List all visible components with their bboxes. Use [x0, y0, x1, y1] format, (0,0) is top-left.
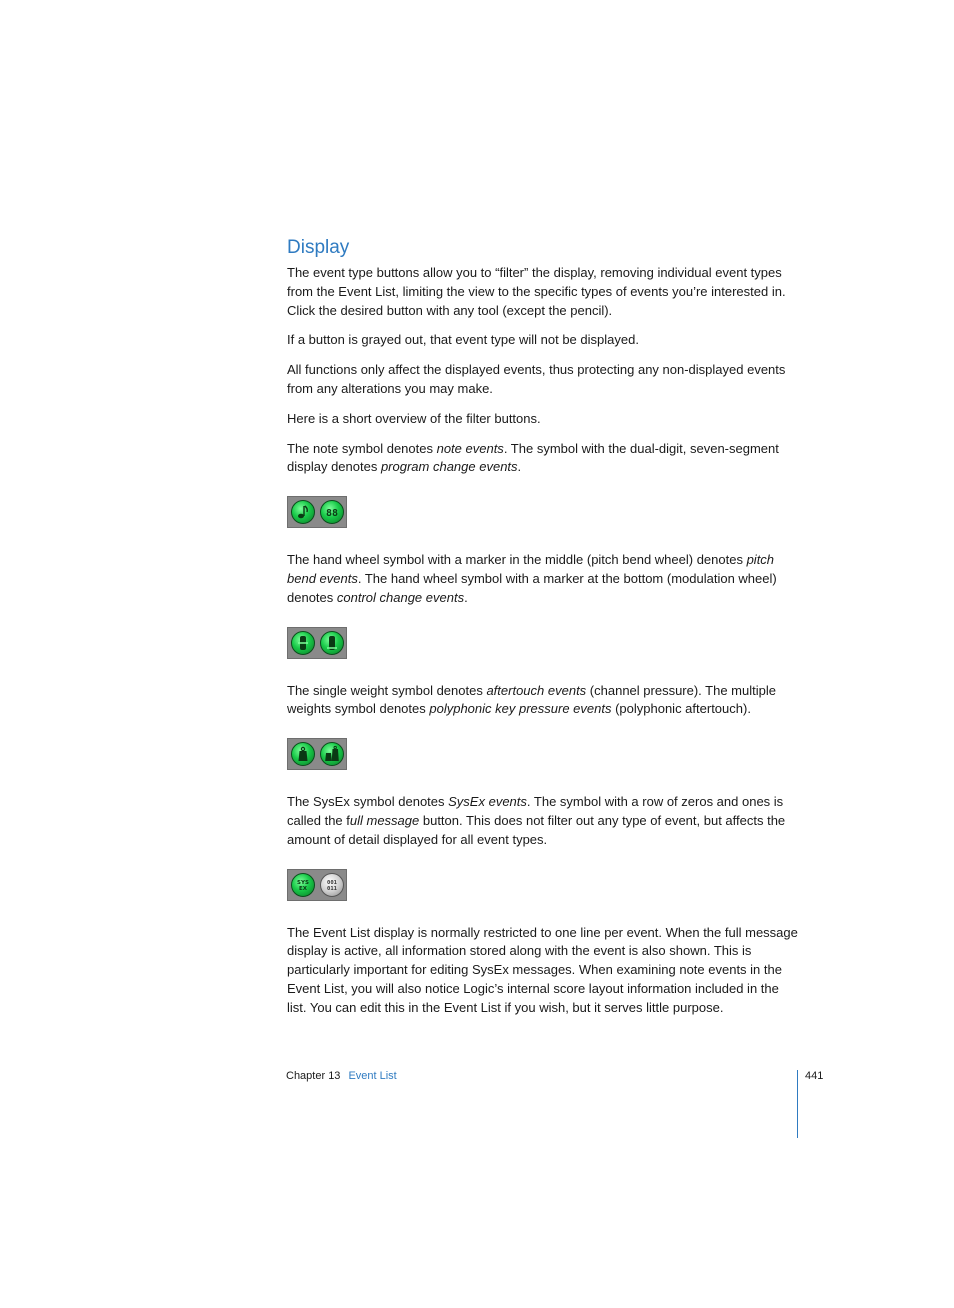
chapter-title-link[interactable]: Event List — [348, 1070, 397, 1082]
paragraph-functions: All functions only affect the displayed events, thus protecting any non-displayed events from any alterations you may make. — [287, 362, 786, 396]
svg-text:EX: EX — [298, 885, 307, 892]
paragraph-wheel-events: The hand wheel symbol with a marker in the middle (pitch bend wheel) denotes pitch bend events. The hand wheel symbol with a marker at the bottom (modulation wheel) denotes control change events. — [287, 552, 777, 605]
paragraph-overview: Here is a short overview of the filter buttons. — [287, 410, 541, 426]
svg-text:001: 001 — [326, 879, 337, 886]
paragraph-aftertouch-events: The single weight symbol denotes aftertouch events (channel pressure). The multiple weights symbol denotes polyphonic key pressure events (polyphonic aftertouch). — [287, 682, 776, 717]
poly-pressure-filter-button[interactable] — [320, 742, 344, 766]
paragraph-sysex-events: The SysEx symbol denotes SysEx events. The symbol with a row of zeros and ones is called the full message button. This does not filter out any type of event, but affects the amount of detail displayed for all event types. — [287, 794, 786, 847]
note-icon — [294, 503, 312, 521]
page-content — [287, 235, 799, 1029]
sysex-buttons — [287, 869, 347, 901]
sysex-filter-button[interactable] — [291, 873, 315, 897]
footer-rule — [797, 1070, 798, 1138]
paragraph-note-events: The note symbol denotes note events. The symbol with the dual-digit, seven-segment display denotes program change events. — [287, 440, 779, 475]
seven-segment-88-icon — [323, 503, 341, 521]
note-filter-button[interactable] — [291, 500, 315, 524]
pitch-bend-wheel-icon — [294, 634, 312, 652]
note-program-buttons — [287, 496, 347, 528]
modulation-wheel-icon — [323, 634, 341, 652]
page-number: 441 — [805, 1070, 824, 1082]
single-weight-icon — [294, 745, 312, 763]
paragraph-full-message: The Event List display is normally restricted to one line per event. When the full message display is active, all information stored along with the event is also shown. This is particularly important for editing SysEx messages. When examining note events in the Event List, you will also notice Logic’s internal score layout information included in the list. You can edit this in the Event List if you wish, but it serves little purpose. — [287, 924, 798, 1015]
svg-text:011: 011 — [326, 885, 337, 892]
wheel-buttons — [287, 627, 347, 659]
section-heading: Display — [287, 237, 350, 258]
multiple-weights-icon — [323, 745, 341, 763]
program-change-filter-button[interactable] — [320, 500, 344, 524]
svg-text:88: 88 — [325, 508, 338, 520]
page-footer — [286, 1070, 397, 1082]
paragraph-grayed: If a button is grayed out, that event type will not be displayed. — [287, 332, 639, 348]
binary-digits-icon — [323, 876, 341, 894]
pitch-bend-filter-button[interactable] — [291, 631, 315, 655]
weight-buttons — [287, 738, 347, 770]
aftertouch-filter-button[interactable] — [291, 742, 315, 766]
sysex-icon — [294, 876, 312, 894]
control-change-filter-button[interactable] — [320, 631, 344, 655]
paragraph-intro: The event type buttons allow you to “filter” the display, removing individual event types from the Event List, limiting the view to the specific types of events you’re interested in. Click the desired button with any tool (except the pencil). — [287, 265, 786, 318]
full-message-button[interactable] — [320, 873, 344, 897]
chapter-label: Chapter 13 — [286, 1070, 341, 1082]
svg-text:SYS: SYS — [296, 879, 309, 886]
